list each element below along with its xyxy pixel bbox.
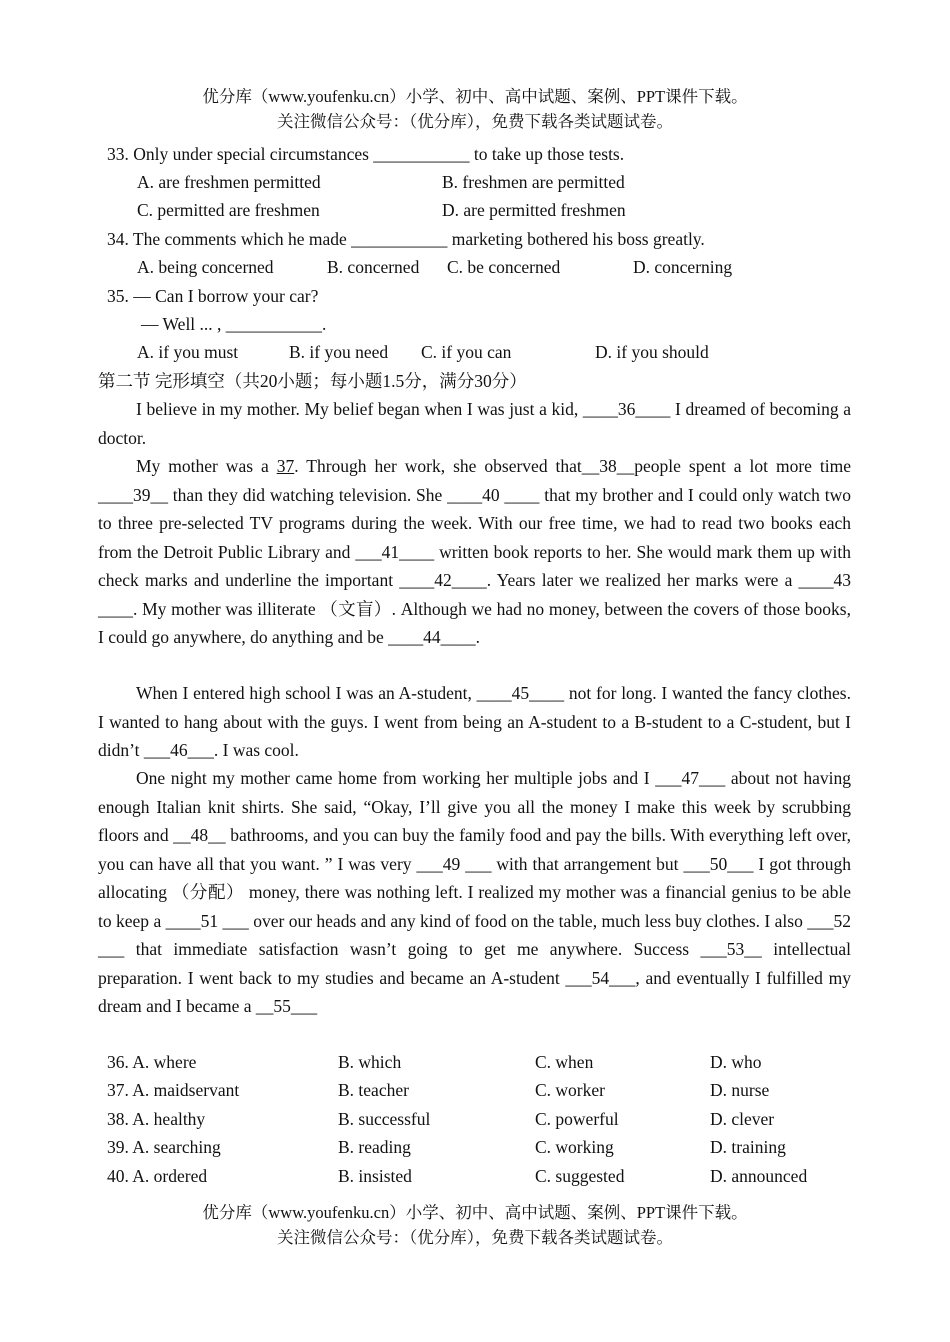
q34-option-a: A. being concerned xyxy=(137,257,274,277)
q33-option-a: A. are freshmen permitted xyxy=(137,172,321,192)
page-footer xyxy=(0,1200,950,1250)
passage-p3-text: When I entered high school I was an A-student, ____45____ not for long. I wanted the fancy clothes. I wanted to hang about with the guys. I went from being an A-student to a B-student to a C-student, but I didn’t ___46___. I was cool. xyxy=(98,683,851,760)
q34-option-b: B. concerned xyxy=(327,257,420,277)
q36-option-c: C. when xyxy=(535,1052,594,1072)
q33-stem: 33. Only under special circumstances ___________ to take up those tests. xyxy=(107,144,625,164)
q40-option-c: C. suggested xyxy=(535,1166,625,1186)
passage-p1-text: I believe in my mother. My belief began when I was just a kid, ____36____ I dreamed of becoming a doctor. xyxy=(98,399,851,448)
q38-option-d: D. clever xyxy=(710,1109,775,1129)
q35-option-d: D. if you should xyxy=(595,342,709,362)
q40-option-a: 40. A. ordered xyxy=(107,1166,208,1186)
q34-option-d: D. concerning xyxy=(633,257,733,277)
q37-option-d: D. nurse xyxy=(710,1080,770,1100)
q37-option-b: B. teacher xyxy=(338,1080,409,1100)
footer-line-2: 关注微信公众号：（优分库），免费下载各类试题试卷。 xyxy=(277,1228,673,1247)
q38-option-b: B. successful xyxy=(338,1109,431,1129)
passage-p4-text: One night my mother came home from working her multiple jobs and I ___47___ about not having enough Italian knit shirts. She said, “Okay, I’ll give you all the money I make this week by scrubbing floors and __48__ bathrooms, and you can buy the family food and pay the bills. With everything left over, you can have all that you want. ” I was very ___49 ___ with that arrangement but ___50___ I got through allocating （分配） money, there was nothing left. I realized my mother was a financial genius to be able to keep a ____51 ___ over our heads and any kind of food on the table, much less buy clothes. I also ___52 ___ that immediate satisfaction wasn’t going to get me anywhere. Success ___53__ intellectual preparation. I went back to my studies and became an A-student ___54___, and eventually I fulfilled my dream and I became a __55___ xyxy=(98,768,851,1016)
q36-option-a: 36. A. where xyxy=(107,1052,197,1072)
q36-option-d: D. who xyxy=(710,1052,762,1072)
section-heading: 第二节 完形填空（共20小题；每小题1.5分，满分30分） xyxy=(98,371,527,391)
q35-reply: — Well ... , ___________. xyxy=(141,314,327,334)
q39-option-a: 39. A. searching xyxy=(107,1137,221,1157)
q37-option-c: C. worker xyxy=(535,1080,605,1100)
q35-option-a: A. if you must xyxy=(137,342,239,362)
q39-option-b: B. reading xyxy=(338,1137,411,1157)
q38-option-c: C. powerful xyxy=(535,1109,619,1129)
q35-option-b: B. if you need xyxy=(289,342,389,362)
q34-stem: 34. The comments which he made ___________ marketing bothered his boss greatly. xyxy=(107,229,705,249)
q34-option-c: C. be concerned xyxy=(447,257,561,277)
q40-option-d: D. announced xyxy=(710,1166,808,1186)
passage-p2-pre: My mother was a xyxy=(136,456,277,476)
passage-p2-post: . Through her work, she observed that__38__people spent a lot more time ____39__ than they did watching television. She ____40 ____ that my brother and I could only watch two to three pre-selected TV programs during the week. With our free time, we had to read two books each from the Detroit Public Library and ___41____ written book reports to her. She would mark them up with check marks and underline the important ____42____. Years later we realized her marks were a ____43 ____. My mother was illiterate （文盲）. Although we had no money, between the covers of those books, I could go anywhere, do anything and be ____44____. xyxy=(98,456,851,647)
passage-paragraph-2 xyxy=(98,452,851,652)
q33-option-d: D. are permitted freshmen xyxy=(442,200,626,220)
q36-option-b: B. which xyxy=(338,1052,402,1072)
header-line-2: 关注微信公众号：（优分库），免费下载各类试题试卷。 xyxy=(277,112,673,131)
page-header xyxy=(0,84,950,134)
q33-option-c: C. permitted are freshmen xyxy=(137,200,320,220)
passage-paragraph-1 xyxy=(98,395,851,452)
q38-option-a: 38. A. healthy xyxy=(107,1109,206,1129)
q35-option-c: C. if you can xyxy=(421,342,512,362)
q40-option-b: B. insisted xyxy=(338,1166,412,1186)
q39-option-c: C. working xyxy=(535,1137,614,1157)
q35-stem: 35. — Can I borrow your car? xyxy=(107,286,319,306)
q37-option-a: 37. A. maidservant xyxy=(107,1080,240,1100)
footer-line-1: 优分库（www.youfenku.cn）小学、初中、高中试题、案例、PPT课件下载。 xyxy=(202,1203,748,1222)
q33-option-b: B. freshmen are permitted xyxy=(442,172,625,192)
q39-option-d: D. training xyxy=(710,1137,786,1157)
passage-paragraph-3 xyxy=(98,679,851,765)
passage-paragraph-4 xyxy=(98,764,851,1021)
header-line-1: 优分库（www.youfenku.cn）小学、初中、高中试题、案例、PPT课件下载。 xyxy=(202,87,748,106)
blank-37: 37 xyxy=(276,456,295,476)
